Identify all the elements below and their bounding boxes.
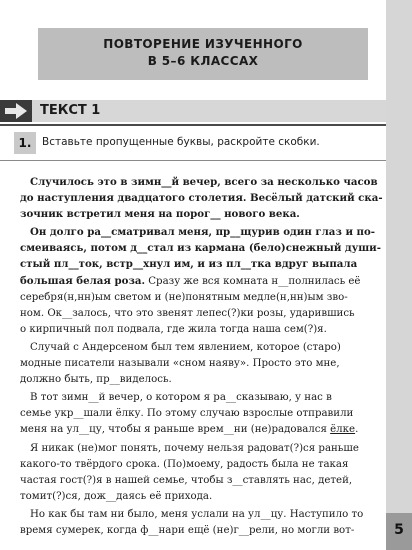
task-instruction: Вставьте пропущенные буквы, раскройте скобки. (42, 136, 320, 148)
task-row (0, 132, 386, 156)
text-fragment: меня на ул__цу, чтобы я раньше врем__ни (не)радовался (20, 424, 331, 436)
text-fragment: . (355, 424, 359, 436)
text-line: серебря(н,нн)ым светом и (не)понятным медле(н,нн)ым зво- (20, 291, 348, 303)
text-line: стый пл__ток, встр__хнул им, и из пл__тка вдруг выпала (20, 258, 358, 271)
text-line: какого-то твёрдого срока. (По)моему, радость была не такая (20, 458, 349, 470)
section-divider (0, 124, 386, 126)
text-line (20, 422, 372, 438)
section-header (0, 100, 386, 122)
chapter-banner (38, 28, 368, 80)
text-line: зочник встретил меня на порог__ нового века. (20, 208, 300, 221)
text-line: смеиваясь, потом д__стал из кармана (бело)снежный души- (20, 242, 381, 255)
section-label: ТЕКСТ 1 (40, 103, 101, 118)
text-line: частая гост(?)я в нашей семье, чтобы з__ставлять нас, детей, (20, 474, 353, 486)
paragraph-6 (20, 507, 372, 539)
text-line: до наступления двадцатого столетия. Весёлый датский ска- (20, 192, 383, 205)
text-line: томит(?)ся, дож__даясь её прихода. (20, 490, 213, 502)
text-fragment: большая белая роза. (20, 274, 146, 287)
text-line: время сумерек, когда ф__нари ещё (не)г__рели, но могли вот- (20, 524, 355, 536)
paragraph-2 (20, 224, 381, 338)
text-line: В тот зимн__й вечер, о котором я ра__сказываю, у нас в (30, 392, 332, 404)
text-line: ном. Ок__залось, что это звенят лепес(?)ки розы, ударившись (20, 307, 355, 319)
text-line (20, 273, 372, 290)
exercise-text (20, 174, 383, 541)
text-line: Он долго ра__сматривал меня, пр__щурив один глаз и по- (30, 226, 376, 239)
underlined-word: ёлке (330, 424, 356, 436)
arrow-icon-box (0, 100, 32, 122)
chapter-title-line2: В 5–6 КЛАССАХ (147, 54, 259, 68)
text-line: о кирпичный пол подвала, где жила тогда наша сем(?)я. (20, 323, 327, 335)
chapter-title-line1: ПОВТОРЕНИЕ ИЗУЧЕННОГО (103, 37, 303, 51)
paragraph-5 (20, 441, 372, 505)
task-number-badge: 1. (14, 132, 36, 154)
text-line: Случай с Андерсеном был тем явлением, которое (старо) (30, 341, 341, 353)
page-number: 5 (394, 522, 404, 538)
text-line: модные писатели называли «сном наяву». Просто это мне, (20, 358, 340, 370)
paragraph-3 (20, 340, 372, 388)
arrow-right-icon (5, 103, 27, 119)
paragraph-4 (20, 390, 372, 438)
text-line: семье укр__шали ёлку. По этому случаю взрослые отправили (20, 408, 354, 420)
paragraph-1 (20, 174, 383, 222)
text-fragment: Сразу же вся комната н__полнилась её (145, 275, 361, 287)
text-line: Но как бы там ни было, меня услали на ул__цу. Наступило то (30, 508, 364, 520)
text-line: Случилось это в зимн__й вечер, всего за несколько часов (30, 176, 378, 188)
task-divider (0, 160, 386, 161)
page-edge-strip (386, 0, 412, 550)
text-line: Я никак (не)мог понять, почему нельзя радоват(?)ся раньше (30, 442, 359, 454)
text-line: должно быть, пр__виделось. (20, 374, 172, 386)
